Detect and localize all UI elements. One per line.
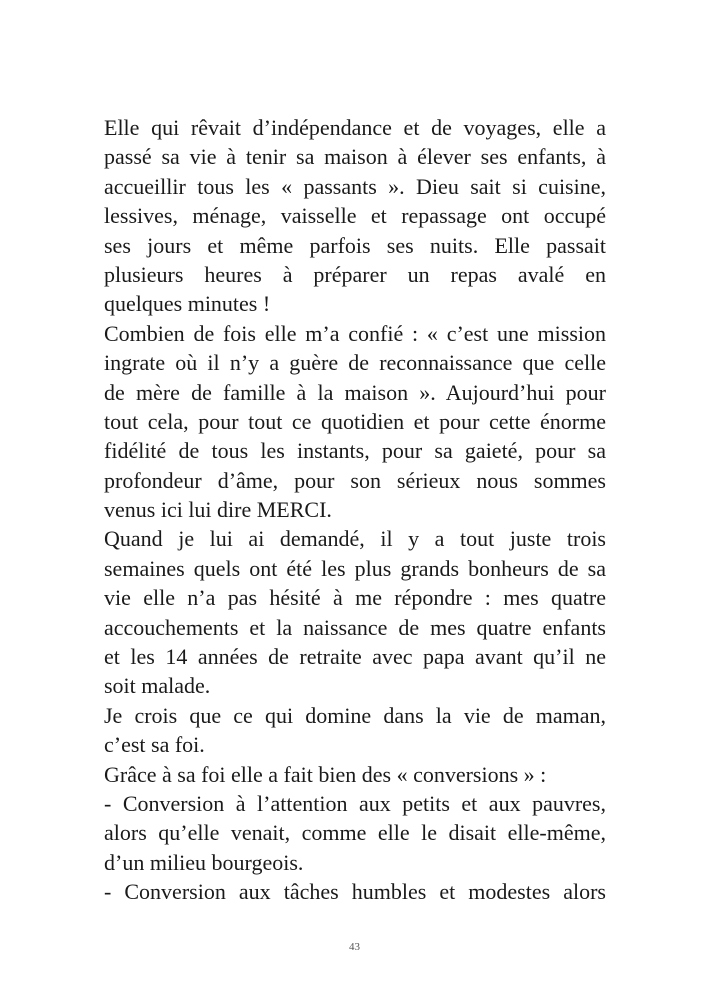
- text-line: profondeur d’âme, pour son sérieux nous sommes: [104, 467, 606, 493]
- text-line: - Conversion aux tâches humbles et modestes alors: [104, 879, 606, 905]
- text-line: lessives, ménage, vaisselle et repassage ont occupé: [104, 203, 606, 229]
- text-line: c’est sa foi.: [104, 732, 205, 758]
- text-line: passé sa vie à tenir sa maison à élever ses enfants, à: [104, 144, 606, 170]
- text-line: tout cela, pour tout ce quotidien et pour cette énorme: [104, 408, 606, 434]
- text-line: Je crois que ce qui domine dans la vie de maman,: [104, 702, 606, 728]
- text-line: ingrate où il n’y a guère de reconnaissance que celle: [104, 350, 606, 376]
- page-number: 43: [349, 941, 360, 953]
- body-text: [104, 113, 606, 907]
- text-line: de mère de famille à la maison ». Aujourd’hui pour: [104, 379, 606, 405]
- text-line: venus ici lui dire MERCI.: [104, 497, 332, 523]
- text-line: Grâce à sa foi elle a fait bien des « conversions » :: [104, 761, 547, 787]
- text-line: soit malade.: [104, 673, 211, 699]
- text-line: Elle qui rêvait d’indépendance et de voyages, elle a: [104, 115, 606, 140]
- text-line: - Conversion à l’attention aux petits et aux pauvres,: [104, 790, 606, 816]
- text-line: Combien de fois elle m’a confié : « c’est une mission: [104, 320, 606, 346]
- text-line: accouchements et la naissance de mes quatre enfants: [104, 614, 606, 640]
- text-line: fidélité de tous les instants, pour sa gaieté, pour sa: [104, 438, 606, 464]
- text-line: semaines quels ont été les plus grands bonheurs de sa: [104, 555, 606, 581]
- text-line: accueillir tous les « passants ». Dieu sait si cuisine,: [104, 173, 606, 199]
- text-line: quelques minutes !: [104, 291, 271, 317]
- text-line: d’un milieu bourgeois.: [104, 849, 304, 875]
- text-line: vie elle n’a pas hésité à me répondre : mes quatre: [104, 585, 606, 611]
- text-line: Quand je lui ai demandé, il y a tout juste trois: [104, 526, 606, 552]
- text-line: plusieurs heures à préparer un repas avalé en: [104, 261, 606, 287]
- text-line: et les 14 années de retraite avec papa avant qu’il ne: [104, 644, 606, 670]
- text-line: alors qu’elle venait, comme elle le disait elle-même,: [104, 820, 606, 846]
- text-line: ses jours et même parfois ses nuits. Elle passait: [104, 232, 606, 258]
